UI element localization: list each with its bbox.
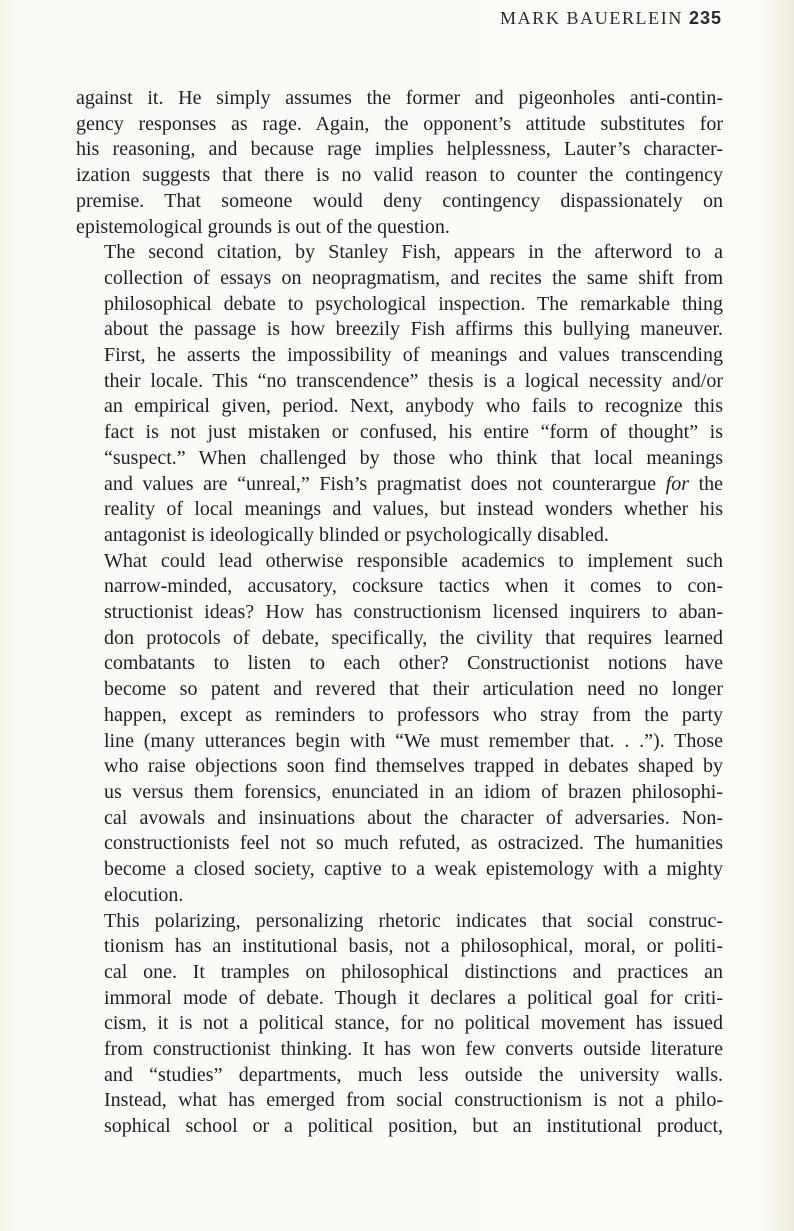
text-line: antagonist is ideologically blinded or psychologically disabled.	[104, 523, 609, 546]
text-line: narrow-minded, accusatory, cocksure tactics when it comes to con-	[104, 575, 723, 598]
body-text	[76, 86, 723, 1140]
text-line: epistemological grounds is out of the question.	[76, 215, 450, 238]
page-number: 235	[688, 8, 722, 28]
text-line: Instead, what has emerged from social constructionism is not a philo-	[104, 1089, 723, 1112]
text-line: First, he asserts the impossibility of meanings and values transcending	[104, 344, 723, 367]
italic-word: for	[665, 472, 689, 495]
text-line: against it. He simply assumes the former and pigeonholes anti-contin-	[76, 87, 723, 109]
paragraph-2	[76, 240, 723, 548]
text-line: “suspect.” When challenged by those who think that local meanings	[104, 446, 723, 469]
text-line: their locale. This “no transcendence” thesis is a logical necessity and/or	[104, 369, 723, 392]
text-line: The second citation, by Stanley Fish, appears in the afterword to a	[104, 241, 723, 264]
text-line: immoral mode of debate. Though it declares a political goal for criti-	[104, 986, 723, 1009]
text-line: tionism has an institutional basis, not a philosophical, moral, or politi-	[104, 935, 723, 958]
text-line: sophical school or a political position, but an institutional product,	[104, 1115, 723, 1138]
text-line-with-italic	[76, 472, 723, 498]
text-segment: and values are “unreal,” Fish’s pragmatist does not counterargue	[104, 472, 666, 495]
text-line: This polarizing, personalizing rhetoric indicates that social construc-	[104, 909, 723, 932]
text-line: happen, except as reminders to professors who stray from the party	[104, 703, 723, 726]
text-line: philosophical debate to psychological inspection. The remarkable thing	[104, 292, 723, 315]
text-line: about the passage is how breezily Fish affirms this bullying maneuver.	[104, 318, 723, 341]
text-line: cal one. It tramples on philosophical distinctions and practices an	[104, 960, 723, 983]
text-line: don protocols of debate, specifically, the civility that requires learned	[104, 626, 723, 649]
text-line: What could lead otherwise responsible academics to implement such	[104, 549, 723, 572]
paragraph-4	[76, 909, 723, 1140]
text-line: structionist ideas? How has constructionism licensed inquirers to aban-	[104, 601, 723, 624]
text-line: and “studies” departments, much less outside the university walls.	[104, 1063, 723, 1086]
text-segment: the	[689, 472, 723, 495]
text-line: constructionists feel not so much refuted, as ostracized. The humanities	[104, 832, 723, 855]
running-head	[0, 8, 722, 29]
text-line: cal avowals and insinuations about the character of adversaries. Non-	[104, 806, 723, 829]
text-line: cism, it is not a political stance, for no political movement has issued	[104, 1012, 723, 1035]
text-line: line (many utterances begin with “We must remember that. . .”). Those	[104, 729, 723, 752]
text-line: reality of local meanings and values, but instead wonders whether his	[104, 498, 723, 521]
text-line: become a closed society, captive to a weak epistemology with a mighty	[104, 858, 723, 881]
text-line: gency responses as rage. Again, the opponent’s attitude substitutes for	[76, 112, 723, 135]
text-line: from constructionist thinking. It has won few converts outside literature	[104, 1038, 723, 1061]
text-line: who raise objections soon find themselves trapped in debates shaped by	[104, 755, 723, 778]
text-line: become so patent and revered that their articulation need no longer	[104, 678, 723, 701]
text-line: premise. That someone would deny contingency dispassionately on	[76, 189, 723, 212]
text-line: his reasoning, and because rage implies helplessness, Lauter’s character-	[76, 138, 723, 161]
text-line: fact is not just mistaken or confused, his entire “form of thought” is	[104, 421, 723, 444]
paragraph-1	[76, 86, 723, 240]
text-line: an empirical given, period. Next, anybody who fails to recognize this	[104, 395, 723, 418]
paragraph-3	[76, 549, 723, 909]
text-line: collection of essays on neopragmatism, and recites the same shift from	[104, 266, 723, 289]
text-line: us versus them forensics, enunciated in an idiom of brazen philosophi-	[104, 780, 723, 803]
text-line: ization suggests that there is no valid reason to counter the contingency	[76, 164, 723, 187]
running-head-author: MARK BAUERLEIN	[500, 8, 683, 28]
text-line: elocution.	[104, 883, 184, 906]
text-line: combatants to listen to each other? Constructionist notions have	[104, 652, 723, 675]
